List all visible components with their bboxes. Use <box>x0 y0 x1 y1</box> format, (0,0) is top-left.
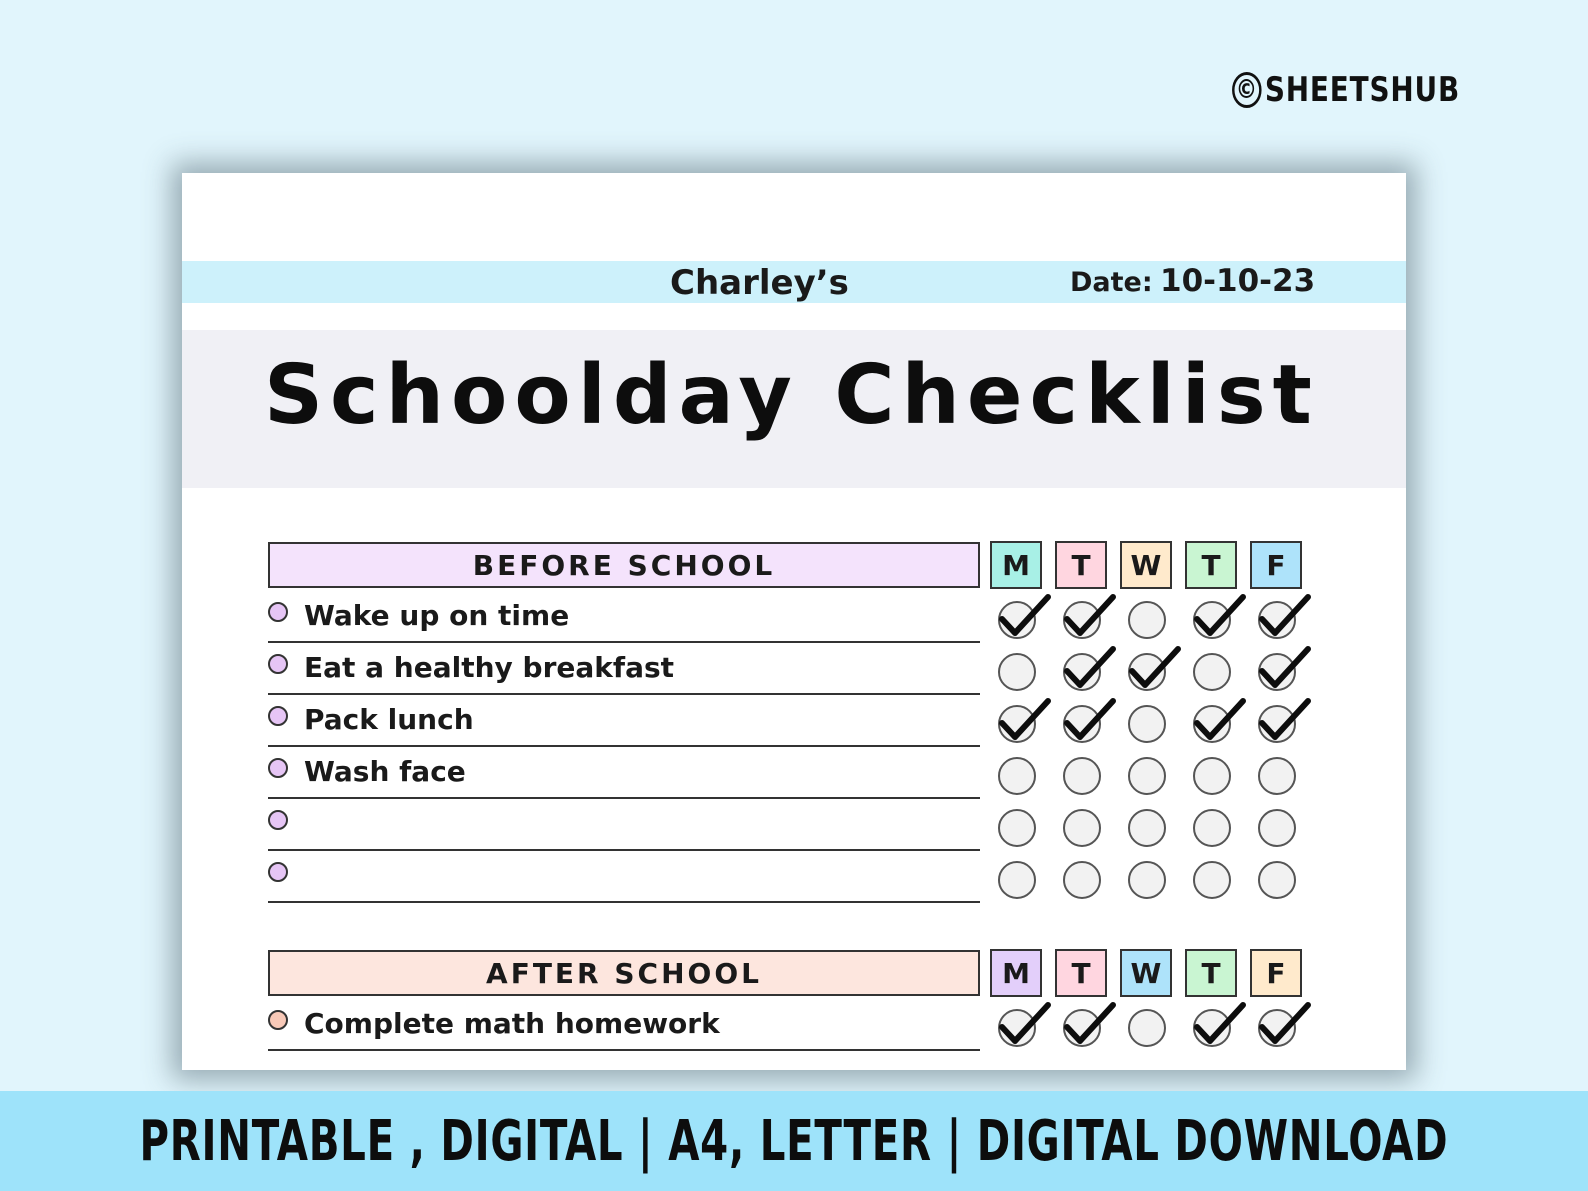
unchecked-circle[interactable] <box>1258 861 1296 899</box>
unchecked-circle[interactable] <box>1128 1009 1166 1047</box>
checked-circle[interactable] <box>1258 1009 1296 1047</box>
checked-circle[interactable] <box>1193 1009 1231 1047</box>
section-heading: BEFORE SCHOOL <box>268 542 980 588</box>
bullet-icon <box>268 1010 288 1030</box>
task-label: Pack lunch <box>304 703 474 736</box>
day-header: F <box>1250 541 1302 589</box>
checkmark-icon <box>1063 995 1119 1051</box>
unchecked-circle[interactable] <box>998 653 1036 691</box>
task-row[interactable] <box>268 697 980 747</box>
task-row[interactable] <box>268 1001 980 1051</box>
day-header: W <box>1120 949 1172 997</box>
unchecked-circle[interactable] <box>998 757 1036 795</box>
owner-name: Charley’s <box>670 263 849 303</box>
task-row[interactable] <box>268 645 980 695</box>
checked-circle[interactable] <box>1063 601 1101 639</box>
unchecked-circle[interactable] <box>1063 757 1101 795</box>
page-title: Schoolday Checklist <box>264 348 1319 443</box>
day-header: T <box>1055 949 1107 997</box>
checked-circle[interactable] <box>998 601 1036 639</box>
checkmark-icon <box>1258 995 1314 1051</box>
task-label: Wake up on time <box>304 599 570 632</box>
unchecked-circle[interactable] <box>1128 601 1166 639</box>
task-row[interactable] <box>268 749 980 799</box>
checkmark-icon <box>1193 995 1249 1051</box>
checked-circle[interactable] <box>1258 653 1296 691</box>
copyright-icon: © <box>1232 72 1262 108</box>
checkmark-icon <box>1193 587 1249 643</box>
checkmark-icon <box>1128 639 1184 695</box>
checkmark-icon <box>998 587 1054 643</box>
day-header: W <box>1120 541 1172 589</box>
checked-circle[interactable] <box>1063 653 1101 691</box>
unchecked-circle[interactable] <box>1128 705 1166 743</box>
bullet-icon <box>268 810 288 830</box>
checkmark-icon <box>1193 691 1249 747</box>
day-header: T <box>1185 949 1237 997</box>
day-header: T <box>1185 541 1237 589</box>
unchecked-circle[interactable] <box>1193 653 1231 691</box>
day-header: T <box>1055 541 1107 589</box>
unchecked-circle[interactable] <box>1193 757 1231 795</box>
checkmark-icon <box>998 691 1054 747</box>
unchecked-circle[interactable] <box>1258 757 1296 795</box>
day-header: M <box>990 541 1042 589</box>
checkmark-icon <box>998 995 1054 1051</box>
checklist-sheet <box>182 173 1406 1070</box>
checked-circle[interactable] <box>1258 705 1296 743</box>
task-label: Eat a healthy breakfast <box>304 651 675 684</box>
checkmark-icon <box>1063 639 1119 695</box>
unchecked-circle[interactable] <box>1193 809 1231 847</box>
bullet-icon <box>268 758 288 778</box>
bottom-banner <box>0 1091 1588 1191</box>
bullet-icon <box>268 654 288 674</box>
checkmark-icon <box>1258 639 1314 695</box>
task-label: Wash face <box>304 755 466 788</box>
task-row[interactable] <box>268 593 980 643</box>
brand-logo <box>1232 70 1460 110</box>
day-header: M <box>990 949 1042 997</box>
checked-circle[interactable] <box>1193 601 1231 639</box>
checked-circle[interactable] <box>1063 1009 1101 1047</box>
checkmark-icon <box>1063 691 1119 747</box>
unchecked-circle[interactable] <box>1258 809 1296 847</box>
unchecked-circle[interactable] <box>1063 861 1101 899</box>
bullet-icon <box>268 602 288 622</box>
checked-circle[interactable] <box>1258 601 1296 639</box>
unchecked-circle[interactable] <box>1193 861 1231 899</box>
unchecked-circle[interactable] <box>998 861 1036 899</box>
checked-circle[interactable] <box>1193 705 1231 743</box>
checkmark-icon <box>1258 691 1314 747</box>
task-row[interactable] <box>268 801 980 851</box>
unchecked-circle[interactable] <box>1063 809 1101 847</box>
unchecked-circle[interactable] <box>1128 809 1166 847</box>
name-band <box>182 261 1406 303</box>
title-band <box>182 330 1406 488</box>
section-heading: AFTER SCHOOL <box>268 950 980 996</box>
checked-circle[interactable] <box>998 705 1036 743</box>
banner-text: PRINTABLE , DIGITAL | A4, LETTER | DIGITAL DOWNLOAD <box>139 1108 1449 1174</box>
day-header: F <box>1250 949 1302 997</box>
bullet-icon <box>268 706 288 726</box>
unchecked-circle[interactable] <box>1128 861 1166 899</box>
brand-name: SHEETSHUB <box>1264 70 1460 110</box>
checked-circle[interactable] <box>998 1009 1036 1047</box>
checkmark-icon <box>1258 587 1314 643</box>
unchecked-circle[interactable] <box>1128 757 1166 795</box>
date-label: Date: <box>1070 267 1153 298</box>
task-label: Complete math homework <box>304 1007 720 1040</box>
checked-circle[interactable] <box>1063 705 1101 743</box>
bullet-icon <box>268 862 288 882</box>
task-row[interactable] <box>268 853 980 903</box>
date-value: 10-10-23 <box>1160 263 1316 299</box>
checkmark-icon <box>1063 587 1119 643</box>
unchecked-circle[interactable] <box>998 809 1036 847</box>
checked-circle[interactable] <box>1128 653 1166 691</box>
